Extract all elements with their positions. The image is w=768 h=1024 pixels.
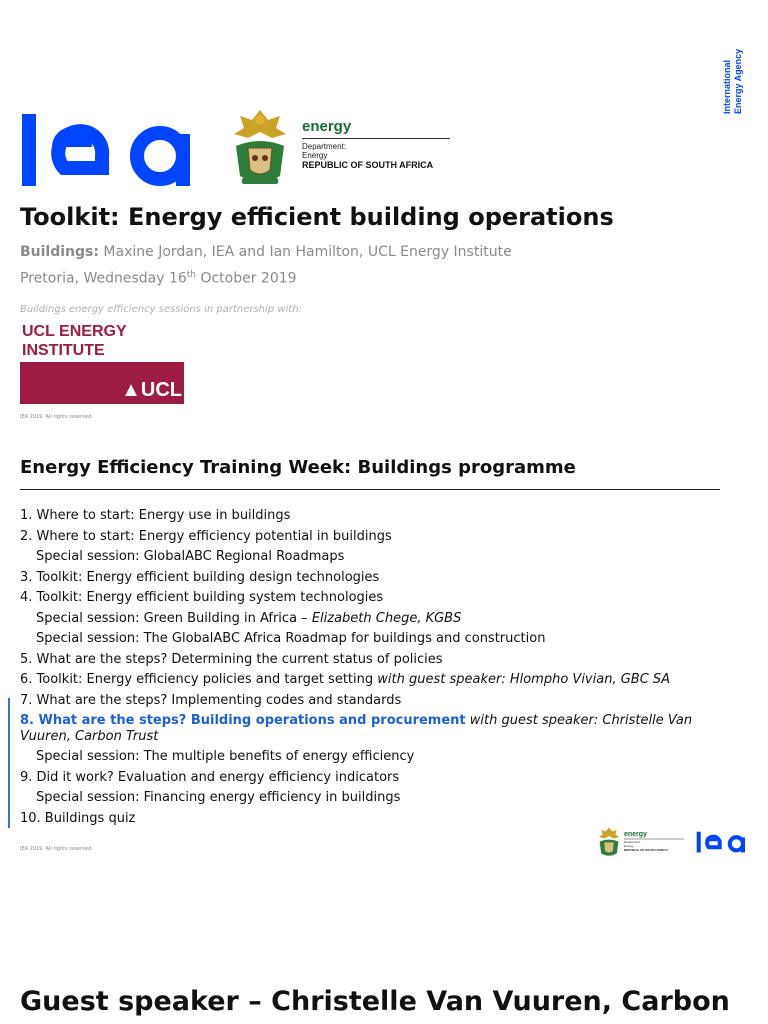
agenda-special-session — [20, 609, 720, 630]
slide1-date — [20, 270, 297, 287]
agenda-special-session: Special session: GlobalABC Regional Roadmaps — [36, 549, 345, 564]
energy-small-word: energy — [624, 831, 647, 838]
agenda-item — [20, 670, 720, 691]
ucl-line2: INSTITUTE — [22, 342, 105, 359]
agenda-special-session: Special session: The GlobalABC Africa Roadmap for buildings and construction — [36, 631, 546, 646]
partner-note: Buildings energy efficiency sessions in partnership with: — [20, 304, 302, 315]
agenda-item: 10. Buildings quiz — [20, 810, 136, 826]
ucl-line1: UCL ENERGY — [22, 323, 127, 340]
south-africa-coat-of-arms — [228, 106, 292, 192]
energy-small-line1: Department: — [624, 840, 641, 844]
ucl-mark: ▲UCL — [121, 379, 182, 401]
item-title: 6. Toolkit: Energy efficiency policies and target setting — [20, 672, 378, 687]
energy-dept-line2: Energy — [302, 151, 328, 160]
special-speaker: Elizabeth Chege, KGBS — [311, 610, 462, 626]
energy-word: energy — [302, 118, 352, 135]
date-post: October 2019 — [196, 270, 297, 287]
energy-small-line2: Energy — [624, 844, 634, 848]
slide1-title: Toolkit: Energy efficient building operations — [20, 203, 614, 231]
iea-vertical-line1: International — [722, 59, 732, 114]
agenda-list — [20, 506, 720, 829]
ucl-energy-institute-logo — [20, 322, 184, 404]
special-title: Special session: Green Building in Africa – — [36, 610, 312, 626]
ucl-mark-text: UCL — [140, 379, 182, 401]
energy-department-logo — [302, 118, 450, 171]
date-sup: th — [186, 270, 196, 280]
slide1-authors — [20, 244, 512, 260]
agenda-item: 2. Where to start: Energy efficiency potential in buildings — [20, 528, 392, 544]
agenda-item-current — [20, 711, 720, 747]
title-divider — [20, 489, 720, 490]
iea-vertical-wordmark — [716, 30, 756, 120]
subtitle-label: Buildings: — [20, 244, 99, 260]
item-speaker: with guest speaker: Hlompho Vivian, GBC SA — [377, 672, 671, 687]
agenda-item: 4. Toolkit: Energy efficient building system technologies — [20, 590, 384, 605]
current-item-title: 8. What are the steps? Building operations and procurement — [20, 713, 466, 728]
current-item-speaker: with guest speaker: Christelle Van Vuuren, Carbon Trust — [20, 713, 693, 744]
copyright-slide2: IEA 2019. All rights reserved. — [20, 846, 93, 852]
agenda-item: 5. What are the steps? Determining the current status of policies — [20, 651, 443, 667]
south-africa-coat-of-arms-small — [596, 826, 622, 862]
energy-dept-line3: REPUBLIC OF SOUTH AFRICA — [302, 160, 434, 170]
subtitle-rest: Maxine Jordan, IEA and Ian Hamilton, UCL Energy Institute — [98, 244, 512, 260]
agenda-item: 7. What are the steps? Implementing codes and standards — [20, 692, 402, 708]
agenda-special-session: Special session: Financing energy efficiency in buildings — [36, 790, 401, 805]
agenda-item: 3. Toolkit: Energy efficient building design technologies — [20, 569, 380, 585]
iea-vertical-line2: Energy Agency — [733, 48, 743, 114]
energy-dept-line1: Department: — [302, 142, 347, 151]
slide3-title: Guest speaker – Christelle Van Vuuren, Carbon — [20, 986, 730, 1017]
progress-side-bar — [8, 698, 10, 828]
slide2-title: Energy Efficiency Training Week: Buildings programme — [20, 457, 576, 478]
agenda-item: 1. Where to start: Energy use in buildings — [20, 508, 291, 523]
energy-department-logo-small — [624, 829, 686, 857]
agenda-special-session: Special session: The multiple benefits of energy efficiency — [36, 749, 415, 764]
iea-logo — [20, 108, 200, 192]
iea-logo-small — [696, 830, 748, 857]
energy-small-line3: REPUBLIC OF SOUTH AFRICA — [624, 848, 668, 852]
energy-rule — [302, 138, 450, 139]
agenda-item: 9. Did it work? Evaluation and energy efficiency indicators — [20, 769, 400, 785]
copyright-slide1: IEA 2019. All rights reserved. — [20, 414, 93, 420]
date-pre: Pretoria, Wednesday 16 — [20, 270, 187, 287]
